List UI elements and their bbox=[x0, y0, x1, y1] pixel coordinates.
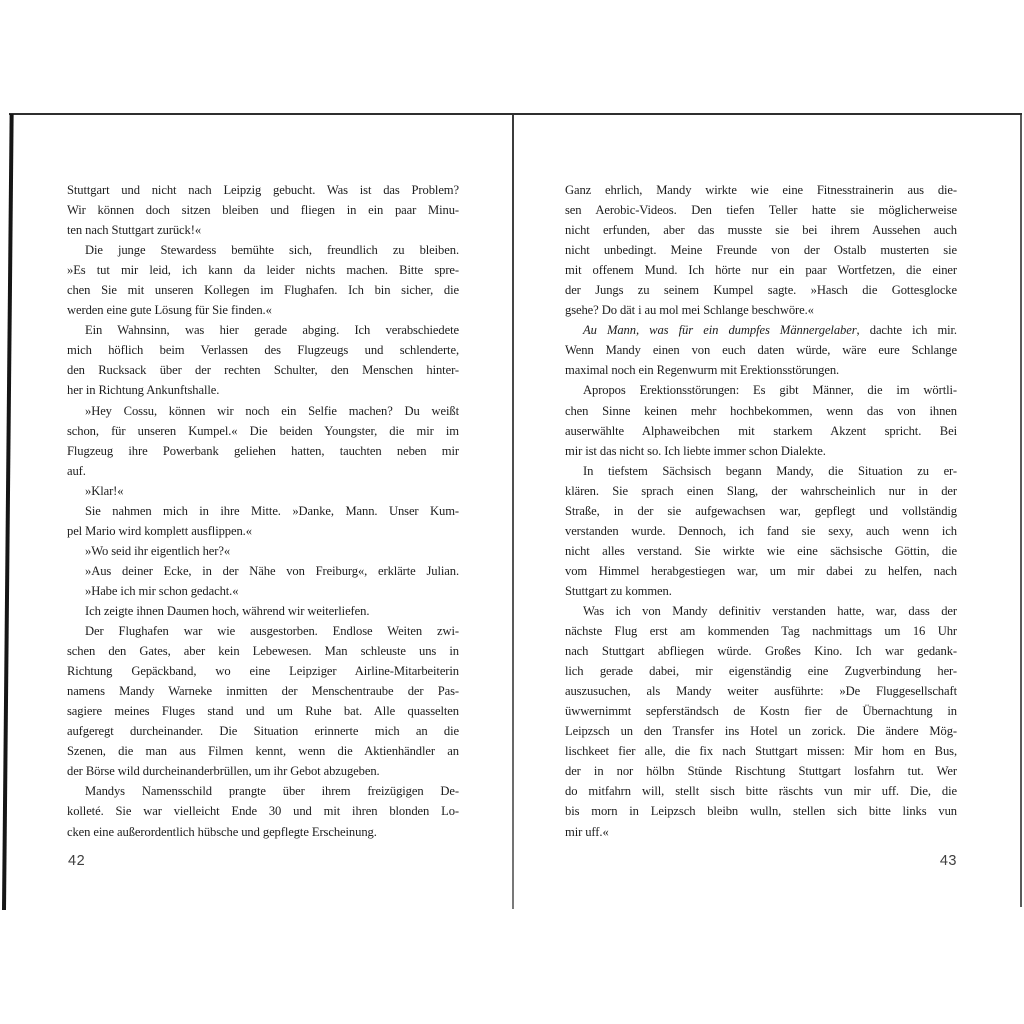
text-line bbox=[565, 320, 957, 340]
book-top-edge-line bbox=[9, 113, 1022, 115]
text-line: nächste Flug erst am kommenden Tag nachmittags um 16 Uhr bbox=[565, 624, 957, 639]
text-line: sagiere meines Fluges stand und um Ruhe bat. Alle quasselten bbox=[67, 704, 459, 719]
text-line: »Hey Cossu, können wir noch ein Selfie machen? Du weißt bbox=[85, 403, 459, 418]
text-line: mir ist das nicht so. Ich liebte immer schon Dialekte. bbox=[565, 443, 826, 458]
text-line: In tiefstem Sächsisch begann Mandy, die Situation zu er- bbox=[583, 463, 957, 478]
text-line: kolleté. Sie war vielleicht Ende 30 und mit ihren blonden Lo- bbox=[67, 804, 459, 819]
text-line: Ein Wahnsinn, was hier gerade abging. Ich verabschiedete bbox=[85, 323, 459, 338]
text-segment: , dachte ich mir. bbox=[856, 323, 957, 338]
text-line: Der Flughafen war wie ausgestorben. Endlose Weiten zwi- bbox=[85, 624, 459, 639]
text-line: nach Stuttgart abfliegen würde. Großes Kino. Ich war gedank- bbox=[565, 644, 957, 659]
text-line: Stuttgart zu kommen. bbox=[565, 583, 672, 598]
text-line: der Börse wild durcheinanderbrüllen, um ihr Gebot abzugeben. bbox=[67, 764, 380, 779]
text-line: gsehe? Do dät i au mol mei Schlange beschwöre.« bbox=[565, 303, 814, 318]
text-line: Straße, in der sie aufgewachsen war, gepflegt und vollständig bbox=[565, 503, 957, 518]
text-line: Flugzeug ihre Powerbank geliehen hatten, tauchten neben mir bbox=[67, 443, 459, 458]
text-line: mich höflich beim Verlassen des Flugzeugs und schlenderte, bbox=[67, 343, 459, 358]
text-line: Sie nahmen mich in ihre Mitte. »Danke, Mann. Unser Kum- bbox=[85, 503, 459, 518]
text-line: Die junge Stewardess bemühte sich, freundlich zu bleiben. bbox=[85, 243, 459, 258]
text-line: Szenen, die man aus Filmen kennt, wenn die Aktienhändler an bbox=[67, 744, 459, 759]
text-line: mir uff.« bbox=[565, 824, 609, 839]
text-line: chen Sie mit unseren Kollegen im Flughafen. Ich bin sicher, die bbox=[67, 283, 459, 298]
text-line: ten nach Stuttgart zurück!« bbox=[67, 223, 202, 238]
text-line: cken eine außerordentlich hübsche und gepflegte Erscheinung. bbox=[67, 824, 377, 839]
text-line: vom Himmel herabgestiegen war, um mir dabei zu helfen, nach bbox=[565, 563, 957, 578]
text-line: her in Richtung Ankunftshalle. bbox=[67, 383, 220, 398]
italic-text-segment: Au Mann, was für ein dumpfes Männergelaber bbox=[583, 323, 857, 338]
text-line: do mitfahrn will, stellt sisch bitte räschts vun mir uff. Die, die bbox=[565, 784, 957, 799]
text-line: Stuttgart und nicht nach Leipzig gebucht. Was ist das Problem? bbox=[67, 183, 459, 197]
text-line: Was ich von Mandy definitiv verstanden hatte, war, dass der bbox=[583, 603, 957, 618]
text-line: Ich zeigte ihnen Daumen hoch, während wir weiterliefen. bbox=[85, 603, 370, 618]
text-line: Richtung Gepäckband, wo eine Leipziger Airline-Mitarbeiterin bbox=[67, 664, 459, 679]
text-line: den Rucksack über der rechten Schulter, den Menschen hinter- bbox=[67, 363, 459, 378]
text-line: nicht erfunden, aber das musste sie bei ihrem Aussehen auch bbox=[565, 223, 957, 238]
right-page-number: 43 bbox=[939, 853, 957, 869]
text-line: lich gerade dabei, mir eigenständig eine Zugverbindung her- bbox=[565, 664, 957, 679]
text-line: maximal noch ein Regenwurm mit Erektionsstörungen. bbox=[565, 363, 840, 378]
text-line: schon, für unseren Kumpel.« Die beiden Youngster, die mir im bbox=[67, 423, 459, 438]
text-line: Wir können doch sitzen bleiben und fliegen in ein paar Minu- bbox=[67, 203, 459, 218]
text-line: chen Sinne keinen mehr hochbekommen, wenn das von ihnen bbox=[565, 403, 957, 418]
text-line: Mandys Namensschild prangte über ihrem freizügigen De- bbox=[85, 784, 459, 799]
text-line: »Klar!« bbox=[85, 483, 124, 498]
left-page-text bbox=[67, 180, 459, 842]
text-line: nicht unbedingt. Meine Freunde von der Ostalb musterten sie bbox=[565, 243, 957, 258]
text-line: namens Mandy Warneke inmitten der Menschentraube der Pas- bbox=[67, 684, 459, 699]
text-line: Apropos Erektionsstörungen: Es gibt Männer, die im wörtli- bbox=[583, 383, 957, 398]
text-line: der in nor hölbn Stünde Rischtung Stuttgart losfahrn tut. Wer bbox=[565, 764, 957, 779]
text-line: »Habe ich mir schon gedacht.« bbox=[85, 583, 239, 598]
text-line: auserwählte Alphaweibchen mit starkem Akzent spricht. Bei bbox=[565, 423, 957, 438]
text-line: Ganz ehrlich, Mandy wirkte wie eine Fitnesstrainerin aus die- bbox=[565, 183, 957, 197]
text-line: sen Aerobic-Videos. Den tiefen Teller hatte sie möglicherweise bbox=[565, 203, 957, 218]
book-gutter-line bbox=[512, 115, 514, 909]
text-line: Leipzsch un den Transfer ins Hotel un zorick. Die ändere Mög- bbox=[565, 724, 957, 739]
text-line: aufgeregt durcheinander. Die Situation erinnerte mich an die bbox=[67, 724, 459, 739]
text-line: »Wo seid ihr eigentlich her?« bbox=[85, 543, 231, 558]
book-left-edge-line bbox=[2, 114, 14, 910]
text-line: üwwernimmt sepferständsch de Kostn fier de Übernachtung in bbox=[565, 704, 957, 719]
text-line: »Es tut mir leid, ich kann da leider nichts machen. Bitte spre- bbox=[67, 263, 459, 278]
text-line: pel Mario wird komplett ausflippen.« bbox=[67, 523, 252, 538]
text-line: Wenn Mandy einen von euch daten würde, wäre eure Schlange bbox=[565, 343, 957, 358]
right-page-text bbox=[565, 180, 957, 842]
text-line: »Aus deiner Ecke, in der Nähe von Freiburg«, erklärte Julian. bbox=[85, 563, 459, 578]
text-line: werden eine gute Lösung für Sie finden.« bbox=[67, 303, 272, 318]
text-line: mit offenem Mund. Ich hörte nur ein paar Wortfetzen, die einer bbox=[565, 263, 957, 278]
book-right-edge-line bbox=[1020, 115, 1022, 907]
text-line: lischkeet fier alle, die fix nach Stuttgart missen: Mir hom en Bus, bbox=[565, 744, 957, 759]
text-line: bis morn in Leipzsch bleibn wulln, stellen sich bitte links vun bbox=[565, 804, 957, 819]
text-line: klären. Sie sprach einen Slang, der wahrscheinlich nur in der bbox=[565, 483, 957, 498]
text-line: nicht alles verstand. Sie wirkte wie eine sächsische Göttin, die bbox=[565, 543, 957, 558]
text-line: verstanden wurde. Dennoch, ich fand sie sexy, auch wenn ich bbox=[565, 523, 957, 538]
text-line: auf. bbox=[67, 463, 86, 478]
text-line: schen den Gates, aber kein Lebewesen. Man schleuste uns in bbox=[67, 644, 459, 659]
left-page-number: 42 bbox=[68, 853, 86, 869]
text-line: der Jungs zu seinem Kumpel sagte. »Hasch die Gottesglocke bbox=[565, 283, 957, 298]
text-line: auszusuchen, als Mandy weiter ausführte: »De Fluggesellschaft bbox=[565, 684, 957, 699]
